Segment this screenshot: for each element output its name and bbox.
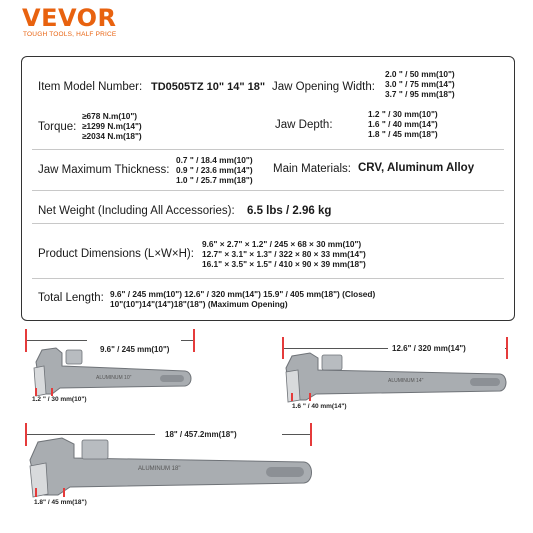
jaw-thickness-14: 0.9 " / 23.6 mm(14") [176,165,253,175]
net-weight-value: 6.5 lbs / 2.96 kg [247,205,332,217]
wrench-18-engraving: ALUMINUM 18" [138,466,181,472]
jaw-depth-14: 1.6 " / 40 mm(14") [368,119,438,129]
brand-tagline: TOUGH TOOLS, HALF PRICE [23,31,117,38]
wrench-14-engraving: ALUMINUM 14" [388,378,424,384]
jaw-depth-18: 1.8 " / 45 mm(18") [368,129,438,139]
torque-label: Torque: [38,121,77,133]
materials-label: Main Materials: [273,163,351,175]
jaw-opening-14: 3.0 " / 75 mm(14") [385,79,455,89]
jaw-depth-10: 1.2 " / 30 mm(10") [368,109,438,119]
jaw-thickness-10: 0.7 " / 18.4 mm(10") [176,155,253,165]
torque-14: ≥1299 N.m(14") [82,121,142,131]
wrench-18-jaw-depth: 1.8" / 45 mm(18") [34,499,87,506]
wrench-18-length: 18" / 457.2mm(18") [165,430,237,439]
dimensions-18: 16.1" × 3.5" × 1.5" / 410 × 90 × 39 mm(18") [202,259,366,269]
total-length-closed: 9.6" / 245 mm(10") 12.6" / 320 mm(14") 15.9" / 405 mm(18") (Closed) [110,289,376,299]
total-length-label: Total Length: [38,292,104,304]
model-number-label: Item Model Number: [38,81,143,93]
wrench-10-engraving: ALUMINUM 10" [96,375,132,381]
jaw-depth-label: Jaw Depth: [275,119,333,131]
jaw-thickness-label: Jaw Maximum Thickness: [38,164,170,176]
jaw-opening-18: 3.7 " / 95 mm(18") [385,89,455,99]
dimensions-10: 9.6" × 2.7" × 1.2" / 245 × 68 × 30 mm(10") [202,239,362,249]
wrench-14-length: 12.6" / 320 mm(14") [392,344,466,353]
dimensions-14: 12.7" × 3.1" × 1.3" / 322 × 80 × 33 mm(14") [202,249,366,259]
jaw-thickness-18: 1.0 " / 25.7 mm(18") [176,175,253,185]
jaw-opening-label: Jaw Opening Width: [272,81,375,93]
jaw-opening-10: 2.0 " / 50 mm(10") [385,69,455,79]
total-length-open: 10"(10")14"(14")18"(18") (Maximum Opening) [110,299,288,309]
model-number-value: TD0505TZ 10" 14" 18" [151,81,266,93]
brand-name: VEVOR [22,4,117,32]
wrench-10-length: 9.6" / 245 mm(10") [100,345,170,354]
materials-value: CRV, Aluminum Alloy [358,162,475,174]
net-weight-label: Net Weight (Including All Accessories): [38,205,235,217]
wrench-14-jaw-depth: 1.6 " / 40 mm(14") [292,403,347,410]
torque-10: ≥678 N.m(10") [82,111,138,121]
product-dimensions-label: Product Dimensions (L×W×H): [38,248,194,260]
wrench-10-jaw-depth: 1.2 " / 30 mm(10") [32,396,87,403]
torque-18: ≥2034 N.m(18") [82,131,142,141]
